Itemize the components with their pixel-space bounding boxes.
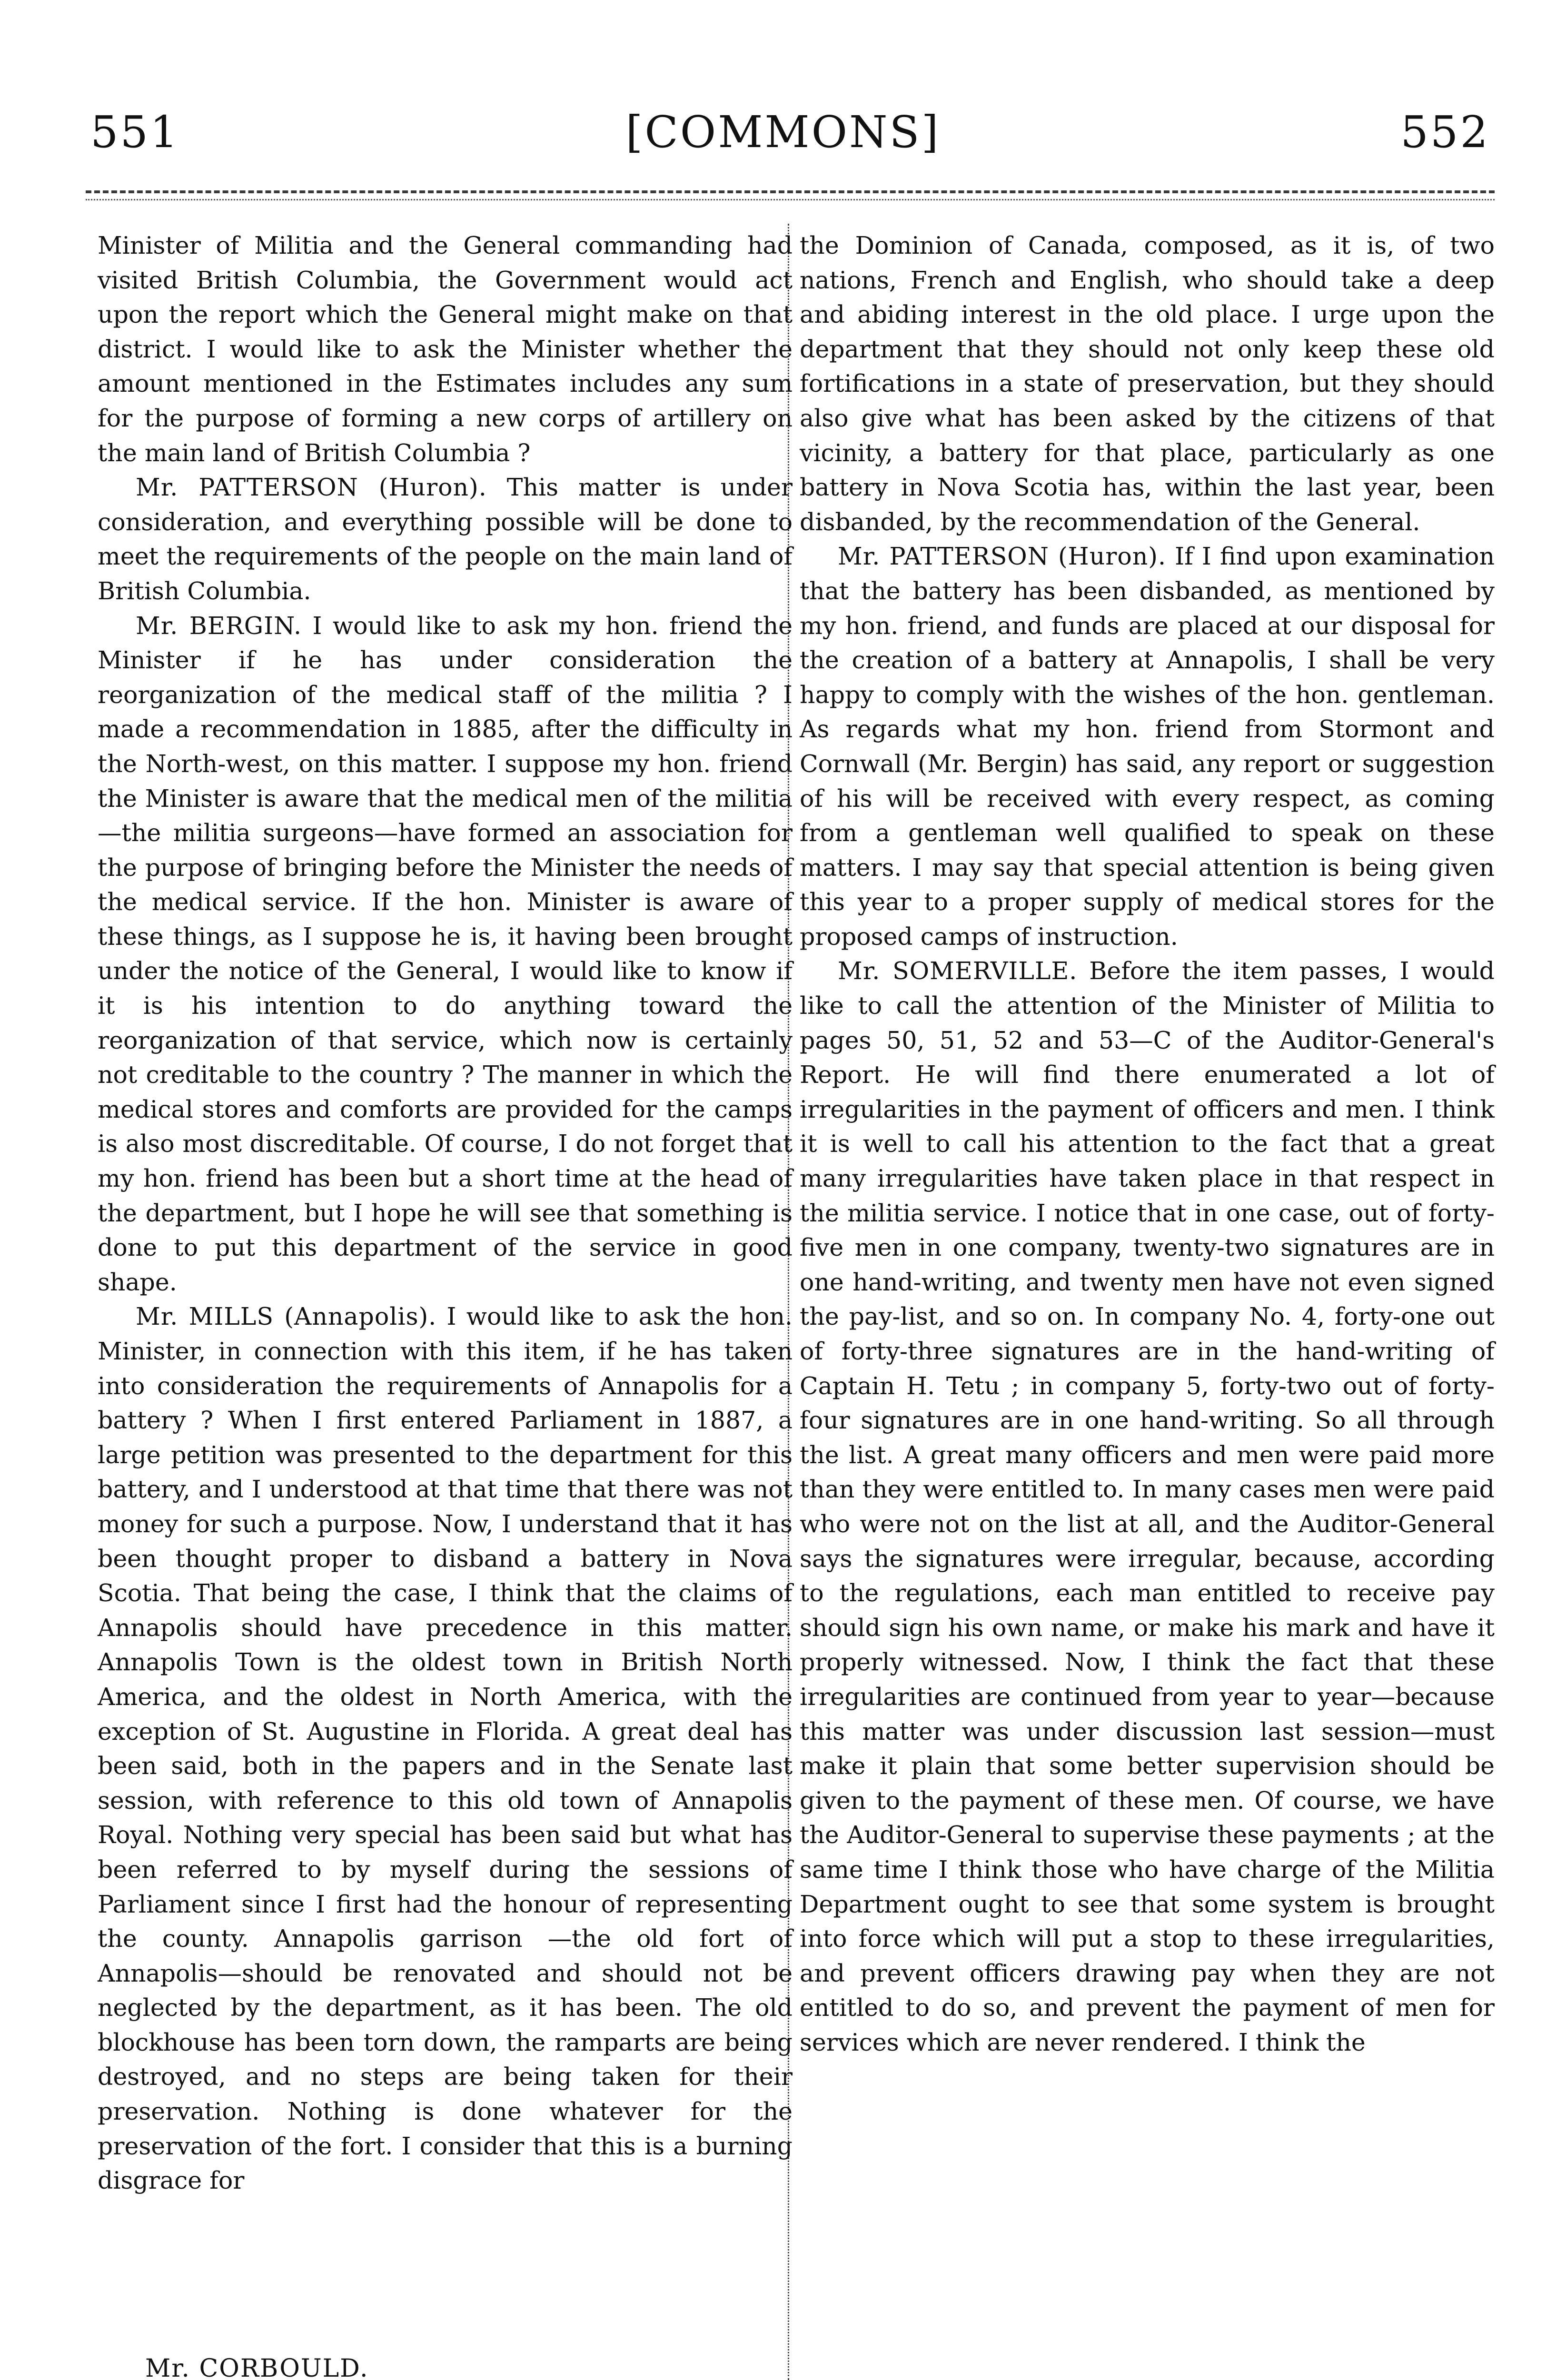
page-number-left: 551 [90,107,180,158]
header-rule-dotted [86,199,1495,200]
speaker-name: Mr. MILLS (Annapolis). [136,1302,437,1331]
speaker-name: Mr. PATTERSON (Huron). [136,473,487,502]
paragraph [800,228,1495,539]
paragraph [98,228,793,470]
paragraph-text: I would like to ask my hon. friend the Minister if he has under consideration the reorganization of the medical staff of the militia ? I made a recommendation in 1885, after the difficulty in the North-west, on this matter. I suppose my hon. friend the Minister is aware that the medical men of the militia—the militia surgeons—have formed an association for the purpose of bringing before the Minister the needs of the medical service. If the hon. Minister is aware of these things, as I suppose he is, it having been brought under the notice of the General, I would like to know if it is his intention to do anything toward the reorganization of that service, which now is certainly not creditable to the country ? The manner in which the medical stores and comforts are provided for the camps is also most discreditable. Of course, I do not forget that my hon. friend has been but a short time at the head of the department, but I hope he will see that something is done to put this department of the service in good shape. [98,611,793,1296]
paragraph [98,1299,793,2198]
paragraph-text: I would like to ask the hon. Minister, in connection with this item, if he has taken into consideration the requirements of Annapolis for a battery ? When I first entered Parliament in 1887, a large petition was presented to the department for this battery, and I understood at that time that there was not money for such a purpose. Now, I understand that it has been thought proper to disband a battery in Nova Scotia. That being the case, I think that the claims of Annapolis should have precedence in this matter. Annapolis Town is the oldest town in British North America, and the oldest in North America, with the exception of St. Augustine in Florida. A great deal has been said, both in the papers and in the Senate last session, with reference to this old town of Annapolis Royal. Nothing very special has been said but what has been referred to by myself during the sessions of Parliament since I first had the honour of representing the county. Annapolis garrison —the old fort of Annapolis—should be renovated and should not be neglected by the department, as it has been. The old blockhouse has been torn down, the ramparts are being destroyed, and no steps are being taken for their preservation. Nothing is done whatever for the preservation of the fort. I consider that this is a burning disgrace for [98,1302,793,2195]
paragraph-text: Before the item passes, I would like to call the attention of the Minister of Militia to pages 50, 51, 52 and 53—C of the Auditor-General's Report. He will find there enumerated a lot of irregularities in the payment of officers and men. I think it is well to call his attention to the fact that a great many irregularities have taken place in that respect in the militia service. I notice that in one case, out of forty-five men in one company, twenty-two signatures are in one hand-writing, and twenty men have not even signed the pay-list, and so on. In company No. 4, forty-one out of forty-three signatures are in the hand-writing of Captain H. Tetu ; in company 5, forty-two out of forty-four signatures are in one hand-writing. So all through the list. A great many officers and men were paid more than they were entitled to. In many cases men were paid who were not on the list at all, and the Auditor-General says the signatures were irregular, because, according to the regulations, each man entitled to receive pay should sign his own name, or make his mark and have it properly witnessed. Now, I think the fact that these irregularities are continued from year to year—because this matter was under discussion last session—must make it plain that some better supervision should be given to the payment of these men. Of course, we have the Auditor-General to supervise these payments ; at the same time I think those who have charge of the Militia Department ought to see that some system is brought into force which will put a stop to these irregularities, and prevent officers drawing pay when they are not entitled to do so, and prevent the payment of men for services which are never rendered. I think the [800,957,1495,2056]
paragraph [800,539,1495,954]
left-column [98,228,793,2198]
paragraph-text: the Dominion of Canada, composed, as it is, of two nations, French and English, who should take a deep and abiding interest in the old place. I urge upon the department that they should not only keep these old fortifications in a state of preservation, but they should also give what has been asked by the citizens of that vicinity, a battery for that place, particularly as one battery in Nova Scotia has, within the last year, been disbanded, by the recommendation of the General. [800,231,1495,536]
paragraph [98,609,793,1300]
running-head: [COMMONS] [625,107,941,158]
speaker-name: Mr. SOMERVILLE. [838,957,1078,985]
paragraph [98,470,793,608]
paragraph-text: Minister of Militia and the General commanding had visited British Columbia, the Government would act upon the report which the General might make on that district. I would like to ask the Minister whether the amount mentioned in the Estimates includes any sum for the purpose of forming a new corps of artillery on the main land of British Columbia ? [98,231,793,467]
page-number-right: 552 [1400,107,1490,158]
speaker-name: Mr. PATTERSON (Huron). [838,542,1167,571]
header-rule [86,190,1495,193]
paragraph [800,954,1495,2060]
footer-speaker-name: Mr. CORBOULD. [145,2354,369,2380]
right-column [800,228,1495,2060]
paragraph-text: If I find upon examination that the battery has been disbanded, as mentioned by my hon. friend, and funds are placed at our disposal for the creation of a battery at Annapolis, I shall be very happy to comply with the wishes of the hon. gentleman. As regards what my hon. friend from Stormont and Cornwall (Mr. Bergin) has said, any report or suggestion of his will be received with every respect, as coming from a gentleman well qualified to speak on these matters. I may say that special attention is being given this year to a proper supply of medical stores for the proposed camps of instruction. [800,542,1495,951]
speaker-name: Mr. BERGIN. [136,611,302,640]
paragraph-text: This matter is under consideration, and everything possible will be done to meet the requirements of the people on the main land of British Columbia. [98,473,793,605]
